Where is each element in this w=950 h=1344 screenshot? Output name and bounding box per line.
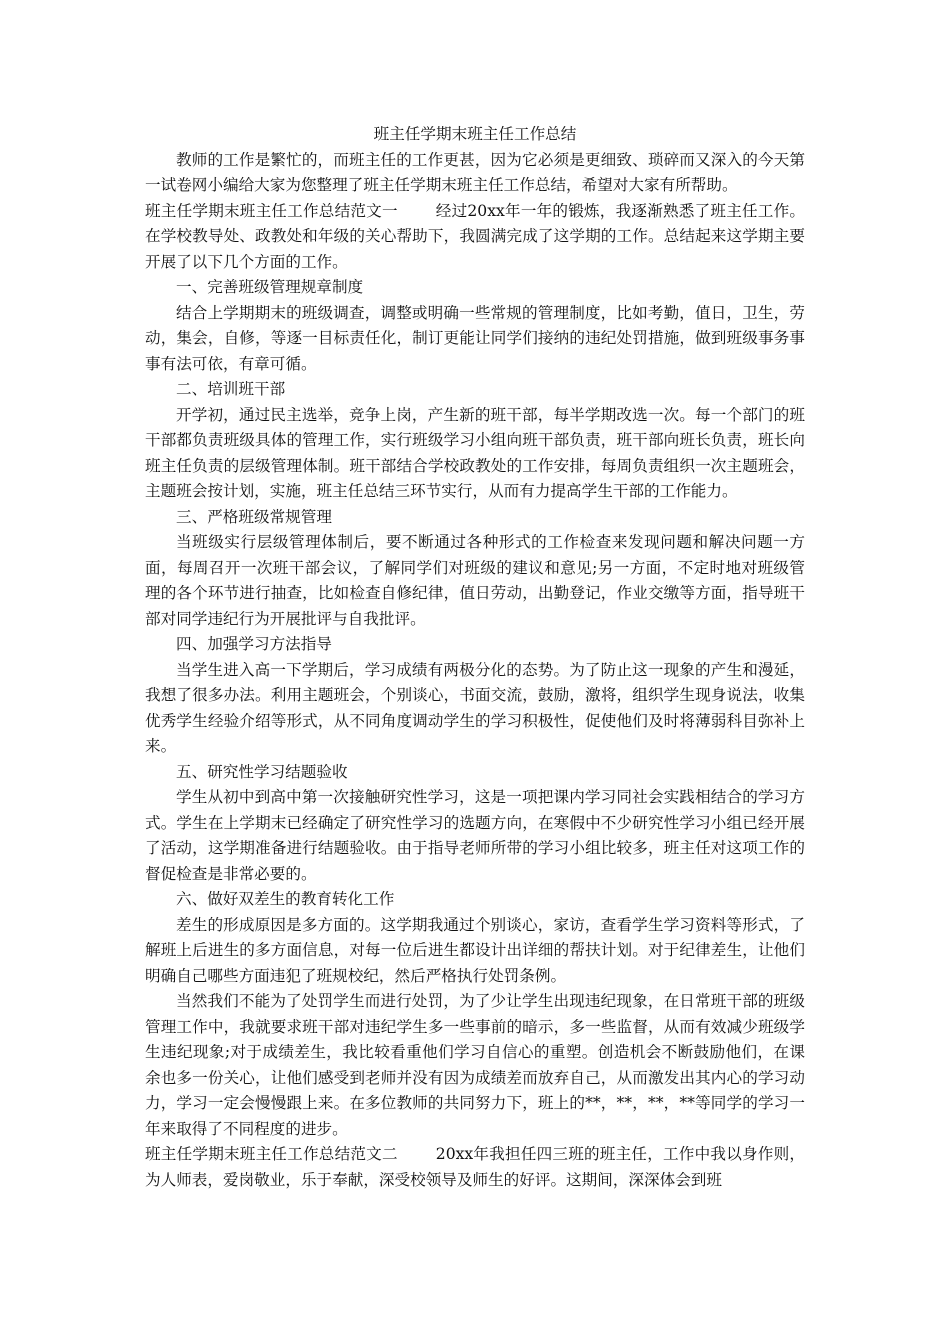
section-paragraph: 学生从初中到高中第一次接触研究性学习，这是一项把课内学习同社会实践相结合的学习方式。学生在上学期末已经确定了研究性学习的选题方向，在寒假中不少研究性学习小组已经开展了活动，这学期准备进行结题验收。由于指导老师所带的学习小组比较多，班主任对这项工作的督促检查是非常必要的。 — [145, 788, 805, 883]
section-paragraph: 差生的形成原因是多方面的。这学期我通过个别谈心，家访，查看学生学习资料等形式，了解班上后进生的多方面信息，对每一位后进生都设计出详细的帮扶计划。对于纪律差生，让他们明确自己哪些方面违犯了班规校纪，然后严格执行处罚条例。 — [145, 915, 805, 985]
sample-one-label: 班主任学期末班主任工作总结范文一 — [145, 201, 398, 220]
section-heading: 一、完善班级管理规章制度 — [176, 278, 364, 296]
sample-two-text: 20xx年我担任四三班的班主任，工作中我以身作则，为人师表，爱岗敬业，乐于奉献，深受校领导及师生的好评。这期间，深深体会到班 — [145, 1145, 805, 1189]
sample-one-paragraph — [145, 199, 805, 276]
sample-two-label: 班主任学期末班主任工作总结范文二 — [145, 1145, 398, 1163]
section-paragraph: 当学生进入高一下学期后，学习成绩有两极分化的态势。为了防止这一现象的产生和漫延，我想了很多办法。利用主题班会，个别谈心，书面交流，鼓励，激将，组织学生现身说法，收集优秀学生经验介绍等形式，从不同角度调动学生的学习积极性，促使他们及时将薄弱科目弥补上来。 — [145, 660, 805, 755]
document-page — [145, 122, 805, 1193]
section-heading: 三、严格班级常规管理 — [176, 507, 332, 526]
section-heading: 四、加强学习方法指导 — [176, 635, 332, 653]
section-heading: 二、培训班干部 — [176, 380, 286, 398]
sample-one-text: 经过20xx年一年的锻炼，我逐渐熟悉了班主任工作。在学校教导处、政教处和年级的关心帮助下，我圆满完成了这学期的工作。总结起来这学期主要开展了以下几个方面的工作。 — [145, 201, 805, 271]
intro-paragraph: 教师的工作是繁忙的，而班主任的工作更甚，因为它必须是更细致、琐碎而又深入的今天第一试卷网小编给大家为您整理了班主任学期末班主任工作总结，希望对大家有所帮助。 — [145, 150, 805, 194]
sample-two-paragraph — [145, 1142, 805, 1193]
section-paragraph: 结合上学期期末的班级调查，调整或明确一些常规的管理制度，比如考勤，值日，卫生，劳动，集会，自修，等逐一目标责任化，制订更能让同学们接纳的违纪处罚措施，做到班级事务事事有法可依，有章可循。 — [145, 303, 805, 373]
document-title: 班主任学期末班主任工作总结 — [373, 125, 577, 143]
section-heading: 五、研究性学习结题验收 — [176, 762, 348, 781]
section-heading: 六、做好双差生的教育转化工作 — [176, 890, 395, 908]
section-paragraph: 当班级实行层级管理体制后，要不断通过各种形式的工作检查来发现问题和解决问题一方面，每周召开一次班干部会议，了解同学们对班级的建议和意见;另一方面，不定时地对班级管理的各个环节进行抽查，比如检查自修纪律，值日劳动，出勤登记，作业交缴等方面，指导班干部对同学违纪行为开展批评与自我批评。 — [145, 533, 805, 628]
section-paragraph: 当然我们不能为了处罚学生而进行处罚，为了少让学生出现违纪现象，在日常班干部的班级管理工作中，我就要求班干部对违纪学生多一些事前的暗示，多一些监督，从而有效减少班级学生违纪现象;对于成绩差生，我比较看重他们学习自信心的重塑。创造机会不断鼓励他们，在课余也多一份关心，让他们感受到老师并没有因为成绩差而放弃自己，从而激发出其内心的学习动力，学习一定会慢慢跟上来。在多位教师的共同努力下，班上的**，**，**，**等同学的学习一年来取得了不同程度的进步。 — [145, 992, 805, 1138]
section-paragraph: 开学初，通过民主选举，竞争上岗，产生新的班干部，每半学期改选一次。每一个部门的班干部都负责班级具体的管理工作，实行班级学习小组向班干部负责，班干部向班长负责，班长向班主任负责的层级管理体制。班干部结合学校政教处的工作安排，每周负责组织一次主题班会，主题班会按计划，实施，班主任总结三环节实行，从而有力提高学生干部的工作能力。 — [145, 405, 805, 500]
